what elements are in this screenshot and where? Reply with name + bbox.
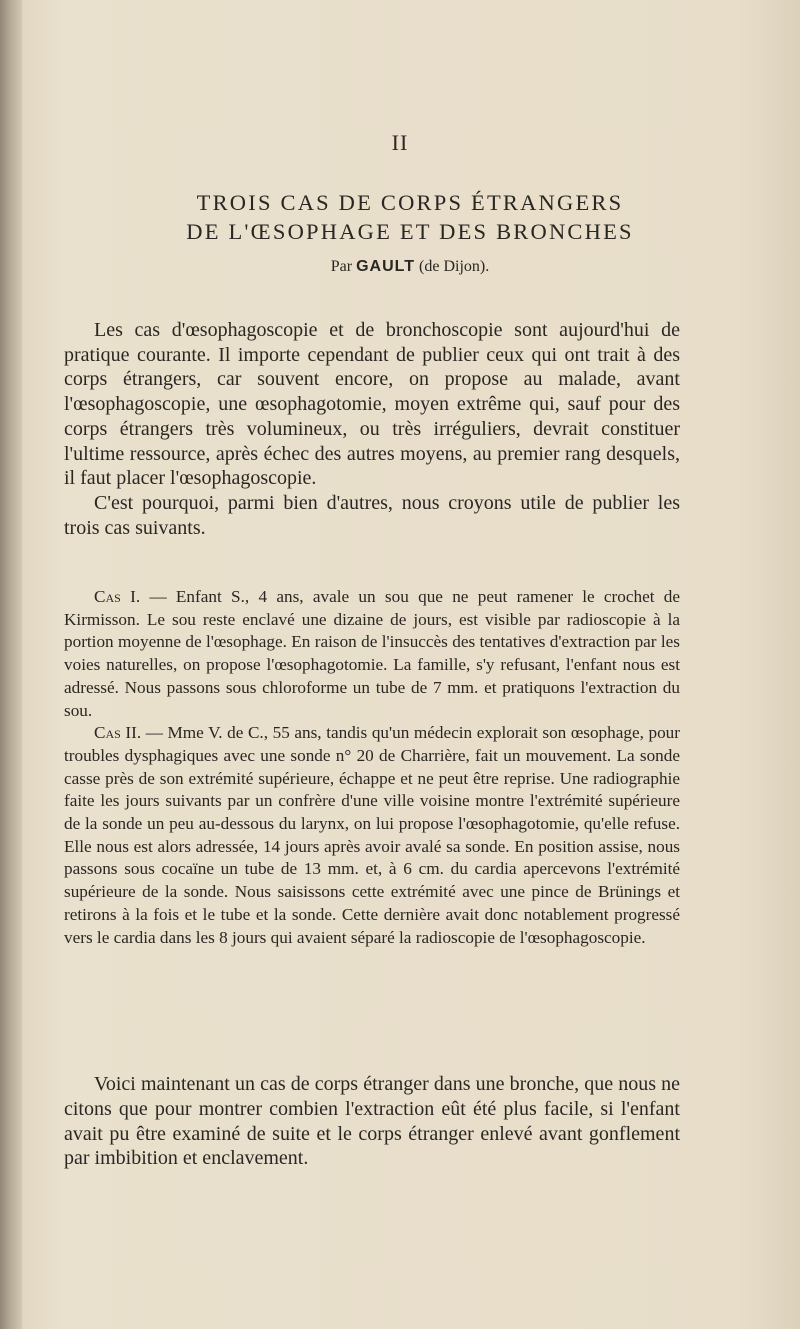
closing-paragraph: Voici maintenant un cas de corps étranger dans une bronche, que nous ne citons que pour montrer combien l'extraction eût été plus facile, si l'enfant avait pu être examiné de suite et le corps étranger enlevé avant gonflement par imbibition et enclavement. — [64, 1073, 680, 1170]
case-text-1: — Enfant S., 4 ans, avale un sou que ne peut ramener le crochet de Kirmisson. Le sou reste enclavé une dizaine de jours, est visible par radioscopie à la portion moyenne de l'œsophage. En raison de l'insuccès des tentatives d'extraction par les voies naturelles, on propose l'œsophagotomie. La famille, s'y refusant, l'enfant nous est adressé. Nous passons sous chloroforme un tube de 7 mm. et pratiquons l'extraction du sou. — [64, 587, 681, 720]
title-line-1: TROIS CAS DE CORPS ÉTRANGERS — [196, 190, 624, 215]
intro-paragraph-2: C'est pourquoi, parmi bien d'autres, nous croyons utile de publier les trois cas suivants. — [64, 491, 680, 539]
closing-section — [64, 1072, 680, 1171]
author-affiliation: (de Dijon). — [419, 258, 490, 275]
case-text-2: — Mme V. de C., 55 ans, tandis qu'un médecin explorait son œsophage, pour troubles dysphagiques avec une sonde n° 20 de Charrière, fait un mouvement. La sonde casse près de son extrémité supérieure, échappe et ne peut être reprise. Une radiographie faite les jours suivants par un confrère d'une ville voisine montre l'extrémité supérieure de la sonde un peu au-dessous du larynx, on lui propose l'œsophagotomie, qu'elle refuse. Elle nous est alors adressée, 14 jours après avoir avalé sa sonde. En position assise, nous passons sous cocaïne un tube de 13 mm. et, à 6 cm. du cardia apercevons l'extrémité supérieure de la sonde. Nous saisissons cette extrémité avec une pince de Brünings et retirons à la fois et le tube et la sonde. Cette dernière avait donc notablement progressé vers le cardia dans les 8 jours qui avaient séparé la radioscopie de l'œsophagoscopie. — [64, 723, 680, 947]
byline — [60, 258, 760, 276]
byline-prefix: Par — [330, 258, 353, 275]
author-name: GAULT — [356, 258, 416, 275]
section-number: II — [391, 130, 409, 155]
case-reports — [64, 586, 680, 949]
article-title — [60, 188, 760, 246]
case-paragraph-2 — [64, 722, 680, 949]
case-label-2: Cas II. — [94, 723, 142, 743]
case-label-1: Cas I. — [94, 587, 141, 606]
book-spine-shadow — [0, 0, 22, 1329]
title-line-2: DE L'ŒSOPHAGE ET DES BRONCHES — [186, 219, 634, 244]
intro-paragraph-1: Les cas d'œsophagoscopie et de bronchoscopie sont aujourd'hui de pratique courante. Il importe cependant de publier ceux qui ont trait à des corps étrangers, car souvent encore, on propose au malade, avant l'œsophagoscopie, une œsophagotomie, moyen extrême qui, sauf pour des corps étrangers très volumineux, ou très irréguliers, devrait constituer l'ultime ressource, après échec des autres moyens, au premier rang desquels, il faut placer l'œsophagoscopie. — [64, 319, 680, 490]
intro-section — [64, 318, 680, 540]
case-paragraph-1 — [64, 586, 680, 722]
